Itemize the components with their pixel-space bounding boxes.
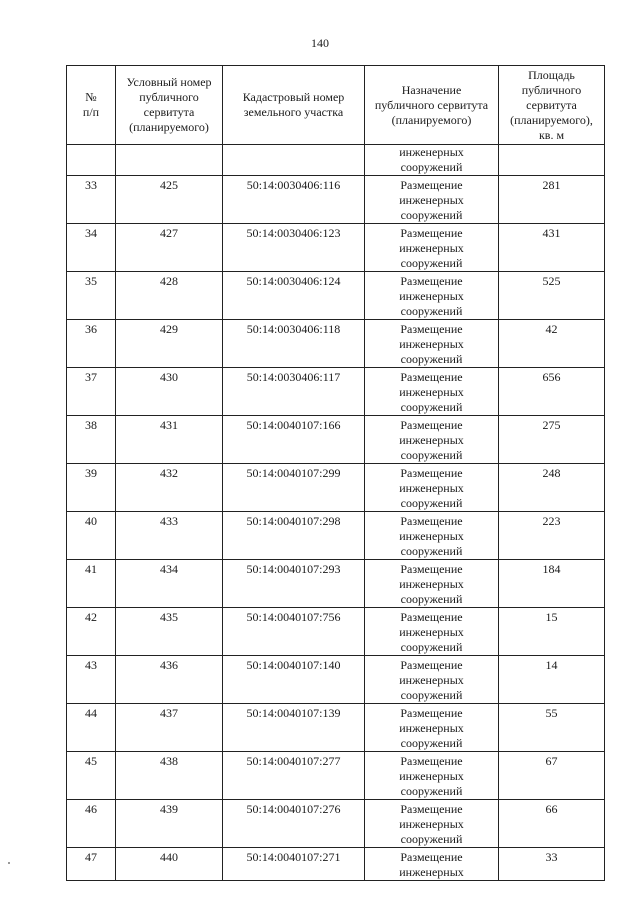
table-row	[67, 368, 605, 416]
servitude-table	[66, 65, 605, 881]
header-servitude-id: Условный номер публичного сервитута (планируемого)	[116, 66, 223, 145]
cell-purpose: Размещение инженерных сооружений	[365, 464, 499, 512]
header-area: Площадь публичного сервитута (планируемого), кв. м	[499, 66, 605, 145]
cell-cadastral-number: 50:14:0040107:277	[223, 752, 365, 800]
cell-servitude-id: 425	[116, 176, 223, 224]
cell-cadastral-number: 50:14:0030406:117	[223, 368, 365, 416]
cell-purpose: Размещение инженерных сооружений	[365, 224, 499, 272]
cell-num: 36	[67, 320, 116, 368]
cell-purpose: Размещение инженерных сооружений	[365, 560, 499, 608]
table-row	[67, 608, 605, 656]
table-row	[67, 320, 605, 368]
cell-area: 33	[499, 848, 605, 881]
table-header-row	[67, 66, 605, 145]
cell-area: 431	[499, 224, 605, 272]
cell-servitude-id	[116, 145, 223, 176]
cell-area: 42	[499, 320, 605, 368]
cell-purpose: Размещение инженерных сооружений	[365, 176, 499, 224]
cell-servitude-id: 431	[116, 416, 223, 464]
page-number: 140	[311, 36, 329, 50]
cell-area: 184	[499, 560, 605, 608]
cell-num: 42	[67, 608, 116, 656]
cell-servitude-id: 428	[116, 272, 223, 320]
cell-purpose: Размещение инженерных сооружений	[365, 368, 499, 416]
cell-cadastral-number: 50:14:0040107:756	[223, 608, 365, 656]
table-row-partial	[67, 848, 605, 881]
cell-num: 46	[67, 800, 116, 848]
cell-cadastral-number: 50:14:0040107:299	[223, 464, 365, 512]
cell-servitude-id: 434	[116, 560, 223, 608]
cell-area: 67	[499, 752, 605, 800]
cell-purpose: Размещение инженерных сооружений	[365, 752, 499, 800]
cell-num: 41	[67, 560, 116, 608]
cell-num: 35	[67, 272, 116, 320]
cell-servitude-id: 437	[116, 704, 223, 752]
cell-cadastral-number: 50:14:0030406:118	[223, 320, 365, 368]
table-row	[67, 224, 605, 272]
cell-purpose: Размещение инженерных сооружений	[365, 800, 499, 848]
cell-servitude-id: 432	[116, 464, 223, 512]
cell-area: 656	[499, 368, 605, 416]
cell-servitude-id: 439	[116, 800, 223, 848]
cell-num: 37	[67, 368, 116, 416]
cell-area: 281	[499, 176, 605, 224]
cell-num: 47	[67, 848, 116, 881]
table-row	[67, 512, 605, 560]
cell-num: 39	[67, 464, 116, 512]
cell-num: 38	[67, 416, 116, 464]
scan-speck	[8, 862, 10, 864]
cell-area: 15	[499, 608, 605, 656]
cell-servitude-id: 430	[116, 368, 223, 416]
header-purpose: Назначение публичного сервитута (планируемого)	[365, 66, 499, 145]
cell-purpose: Размещение инженерных сооружений	[365, 416, 499, 464]
cell-servitude-id: 438	[116, 752, 223, 800]
cell-area	[499, 145, 605, 176]
cell-num: 45	[67, 752, 116, 800]
table-row	[67, 560, 605, 608]
cell-num: 33	[67, 176, 116, 224]
cell-num	[67, 145, 116, 176]
cell-num: 34	[67, 224, 116, 272]
cell-cadastral-number: 50:14:0040107:139	[223, 704, 365, 752]
table-row	[67, 752, 605, 800]
cell-purpose: Размещение инженерных сооружений	[365, 704, 499, 752]
cell-cadastral-number: 50:14:0030406:116	[223, 176, 365, 224]
cell-purpose: Размещение инженерных сооружений	[365, 320, 499, 368]
header-cadastral-number: Кадастровый номер земельного участка	[223, 66, 365, 145]
cell-cadastral-number: 50:14:0040107:276	[223, 800, 365, 848]
cell-area: 66	[499, 800, 605, 848]
cell-cadastral-number	[223, 145, 365, 176]
cell-purpose: Размещение инженерных сооружений	[365, 272, 499, 320]
table-row	[67, 416, 605, 464]
cell-area: 248	[499, 464, 605, 512]
table-row	[67, 272, 605, 320]
cell-cadastral-number: 50:14:0030406:123	[223, 224, 365, 272]
table-row	[67, 704, 605, 752]
cell-servitude-id: 429	[116, 320, 223, 368]
cell-servitude-id: 433	[116, 512, 223, 560]
cell-cadastral-number: 50:14:0040107:271	[223, 848, 365, 881]
cell-area: 55	[499, 704, 605, 752]
table-row	[67, 800, 605, 848]
cell-servitude-id: 440	[116, 848, 223, 881]
cell-area: 275	[499, 416, 605, 464]
cell-area: 525	[499, 272, 605, 320]
cell-purpose: Размещение инженерных	[365, 848, 499, 881]
cell-servitude-id: 435	[116, 608, 223, 656]
cell-area: 14	[499, 656, 605, 704]
cell-cadastral-number: 50:14:0040107:298	[223, 512, 365, 560]
table-row	[67, 176, 605, 224]
cell-cadastral-number: 50:14:0040107:140	[223, 656, 365, 704]
cell-servitude-id: 436	[116, 656, 223, 704]
cell-num: 40	[67, 512, 116, 560]
cell-num: 44	[67, 704, 116, 752]
cell-purpose: Размещение инженерных сооружений	[365, 512, 499, 560]
cell-area: 223	[499, 512, 605, 560]
table-row	[67, 656, 605, 704]
cell-cadastral-number: 50:14:0040107:293	[223, 560, 365, 608]
cell-purpose: Размещение инженерных сооружений	[365, 656, 499, 704]
table-row	[67, 464, 605, 512]
cell-purpose: Размещение инженерных сооружений	[365, 608, 499, 656]
table-row-continuation	[67, 145, 605, 176]
cell-num: 43	[67, 656, 116, 704]
cell-servitude-id: 427	[116, 224, 223, 272]
cell-purpose: инженерных сооружений	[365, 145, 499, 176]
cell-cadastral-number: 50:14:0030406:124	[223, 272, 365, 320]
cell-cadastral-number: 50:14:0040107:166	[223, 416, 365, 464]
header-num: № п/п	[67, 66, 116, 145]
